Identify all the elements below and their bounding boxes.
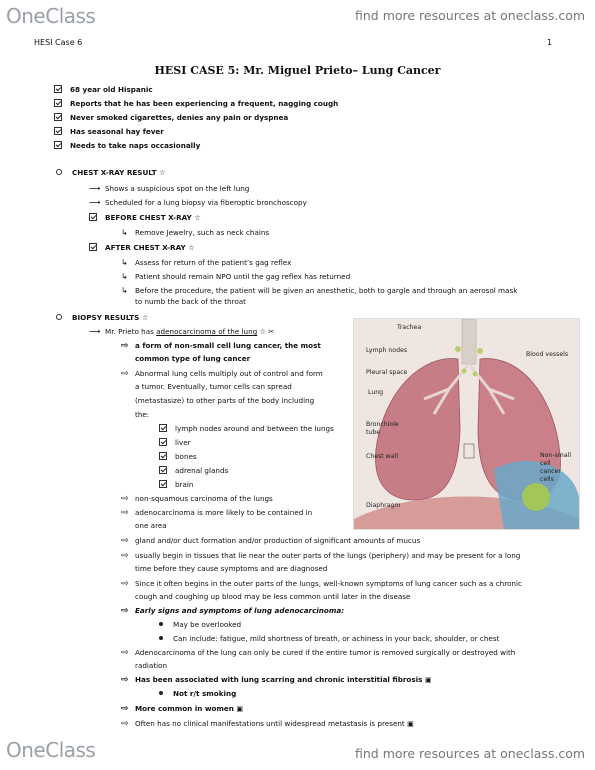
- list-item: ↳ Assess for return of the patient’s gag reflex: [121, 258, 292, 267]
- early-sign: May be overlooked: [159, 620, 241, 630]
- label-lung: Lung: [368, 389, 384, 396]
- list-item: ⇨ Often has no clinical manifestations until widespread metastasis is present ▣: [121, 719, 414, 729]
- label-bronchiole-tube: tube: [366, 429, 381, 436]
- list-item: ⇨ Abnormal lung cells multiply out of control and form: [121, 369, 323, 379]
- diagnosis-line: ⟶ Mr. Prieto has adenocarcinoma of the lung ☆ ✂: [89, 327, 275, 336]
- label-pleural-space: Pleural space: [366, 369, 408, 376]
- star-icon: ☆: [259, 327, 266, 336]
- list-item: ⇨ gland and/or duct formation and/or production of significant amounts of mucus: [121, 536, 421, 546]
- list-item: ⇨ usually begin in tissues that lie near the outer parts of the lungs (periphery) and may be present for a long: [121, 551, 521, 561]
- list-item: ⇨ non-squamous carcinoma of the lungs: [121, 494, 273, 504]
- hollow-arrow-icon: ⇨: [121, 551, 129, 561]
- checkbox-icon: [54, 113, 62, 121]
- arrow-right-icon: ⟶: [89, 198, 101, 207]
- before-xray-heading: BEFORE CHEST X-RAY ☆: [89, 213, 201, 223]
- note-icon: ▣: [407, 719, 414, 728]
- checkbox-icon: [159, 452, 167, 460]
- label-trachea: Trachea: [397, 324, 422, 331]
- hook-arrow-icon: ↳: [121, 258, 128, 267]
- find-more-link-footer[interactable]: find more resources at oneclass.com: [355, 746, 586, 761]
- list-item-continued: common type of lung cancer: [135, 354, 251, 363]
- checkbox-icon: [54, 85, 62, 93]
- star-icon: ☆: [194, 213, 201, 222]
- list-item: ⟶ Shows a suspicious spot on the left lung: [89, 184, 250, 193]
- hollow-arrow-icon: ⇨: [121, 579, 129, 589]
- label-blood-vessels: Blood vessels: [526, 351, 569, 358]
- list-item: Not r/t smoking: [159, 689, 236, 699]
- chest-xray-heading: CHEST X-RAY RESULT ☆: [56, 168, 166, 178]
- early-signs-heading: ⇨ Early signs and symptoms of lung adenocarcinoma:: [121, 606, 345, 616]
- scissors-icon: ✂: [268, 327, 275, 336]
- label-bronchiole: Bronchiole: [366, 421, 399, 428]
- list-item-continued: one area: [135, 521, 167, 530]
- early-sign: Can include: fatigue, mild shortness of breath, or achiness in your back, shoulder, or chest: [159, 634, 499, 644]
- list-item: ⇨ Has been associated with lung scarring and chronic interstitial fibrosis ▣: [121, 675, 432, 685]
- list-item-continued: time before they cause symptoms and are diagnosed: [135, 564, 328, 573]
- hook-arrow-icon: ↳: [121, 286, 128, 295]
- label-cell: cell: [540, 460, 551, 467]
- label-cancer: cancer: [540, 468, 561, 475]
- checkbox-icon: [159, 480, 167, 488]
- star-icon: ☆: [141, 313, 149, 322]
- oneclass-logo[interactable]: OneClass: [6, 4, 96, 28]
- bullet-icon: [159, 622, 163, 626]
- hollow-arrow-icon: ⇨: [121, 494, 129, 504]
- list-item: ⟶ Scheduled for a lung biopsy via fiberoptic bronchoscopy: [89, 198, 307, 207]
- doc-header-left: HESI Case 6: [34, 38, 83, 47]
- spread-site: brain: [159, 480, 193, 490]
- list-item: ⇨ Since it often begins in the outer parts of the lungs, well-known symptoms of lung cancer such as a chronic: [121, 579, 522, 589]
- hollow-arrow-icon: ⇨: [121, 536, 129, 546]
- list-item-continued: cough and coughing up blood may be less common until later in the disease: [135, 592, 411, 601]
- hollow-arrow-icon: ⇨: [121, 648, 129, 658]
- hollow-arrow-icon: ⇨: [121, 508, 129, 518]
- checkbox-icon: [89, 243, 97, 251]
- checkbox-icon: [159, 438, 167, 446]
- list-item: ⇨ Adenocarcinoma of the lung can only be cured if the entire tumor is removed surgically or destroyed with: [121, 648, 516, 658]
- circle-bullet-icon: [56, 314, 62, 320]
- star-icon: ☆: [188, 243, 195, 252]
- hook-arrow-icon: ↳: [121, 228, 128, 237]
- checkbox-icon: [54, 141, 62, 149]
- list-item-continued: to numb the back of the throat: [135, 297, 246, 306]
- intro-item: Needs to take naps occasionally: [54, 141, 200, 151]
- hollow-arrow-icon: ⇨: [121, 606, 129, 616]
- intro-item: 68 year old Hispanic: [54, 85, 153, 95]
- circle-bullet-icon: [56, 169, 62, 175]
- list-item-continued: (metastasize) to other parts of the body including: [135, 396, 315, 405]
- oneclass-logo-footer[interactable]: OneClass: [6, 738, 96, 762]
- label-lymph-nodes: Lymph nodes: [366, 347, 408, 354]
- hollow-arrow-icon: ⇨: [121, 341, 129, 351]
- after-xray-heading: AFTER CHEST X-RAY ☆: [89, 243, 195, 253]
- checkbox-icon: [89, 213, 97, 221]
- bullet-icon: [159, 636, 163, 640]
- intro-item: Never smoked cigarettes, denies any pain or dyspnea: [54, 113, 288, 123]
- list-item: ⇨ a form of non-small cell lung cancer, the most: [121, 341, 321, 351]
- label-cells: cells: [540, 476, 554, 483]
- checkbox-icon: [54, 99, 62, 107]
- bullet-icon: [159, 691, 163, 695]
- star-icon: ☆: [159, 168, 166, 177]
- label-diaphragm: Diaphragm: [366, 502, 401, 509]
- list-item-continued: the:: [135, 410, 150, 419]
- spread-site: lymph nodes around and between the lungs: [159, 424, 334, 434]
- arrow-right-icon: ⟶: [89, 327, 101, 336]
- hollow-arrow-icon: ⇨: [121, 704, 129, 714]
- intro-item: Has seasonal hay fever: [54, 127, 164, 137]
- hollow-arrow-icon: ⇨: [121, 675, 129, 685]
- checkbox-icon: [54, 127, 62, 135]
- intro-item: Reports that he has been experiencing a frequent, nagging cough: [54, 99, 338, 109]
- page-number: 1: [547, 38, 553, 47]
- spread-site: bones: [159, 452, 197, 462]
- lung-cancer-illustration: [353, 318, 580, 530]
- label-non-small: Non-small: [540, 452, 572, 459]
- list-item: ⇨ adenocarcinoma is more likely to be contained in: [121, 508, 313, 518]
- list-item-continued: a tumor. Eventually, tumor cells can spread: [135, 382, 292, 391]
- list-item: ↳ Before the procedure, the patient will be given an anesthetic, both to gargle and through an aerosol mask: [121, 286, 518, 295]
- list-item: ↳ Remove Jewelry, such as neck chains: [121, 228, 270, 237]
- checkbox-icon: [159, 424, 167, 432]
- checkbox-icon: [159, 466, 167, 474]
- page-title: HESI CASE 5: Mr. Miguel Prieto– Lung Cancer: [154, 64, 441, 77]
- note-icon: ▣: [424, 675, 432, 684]
- label-chest-wall: Chest wall: [366, 453, 398, 460]
- hollow-arrow-icon: ⇨: [121, 369, 129, 379]
- list-item-continued: radiation: [135, 661, 168, 670]
- lung-diagram: [354, 319, 579, 529]
- list-item: ⇨ More common in women ▣: [121, 704, 244, 714]
- hook-arrow-icon: ↳: [121, 272, 128, 281]
- spread-site: adrenal glands: [159, 466, 228, 476]
- biopsy-heading: BIOPSY RESULTS ☆: [56, 313, 148, 323]
- list-item: ↳ Patient should remain NPO until the gag reflex has returned: [121, 272, 351, 281]
- hollow-arrow-icon: ⇨: [121, 719, 129, 729]
- spread-site: liver: [159, 438, 191, 448]
- arrow-right-icon: ⟶: [89, 184, 101, 193]
- find-more-link[interactable]: find more resources at oneclass.com: [355, 8, 586, 23]
- note-icon: ▣: [236, 704, 244, 713]
